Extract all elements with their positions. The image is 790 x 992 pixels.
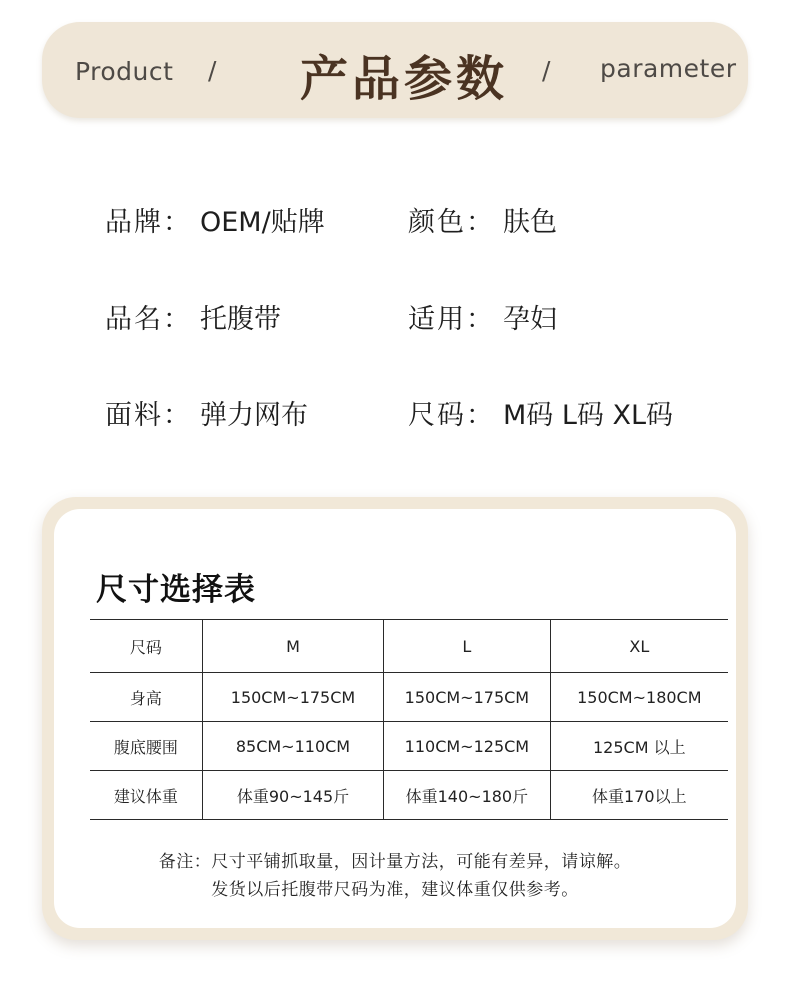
param-color-value: 肤色: [503, 207, 557, 238]
table-cell: L: [384, 620, 550, 673]
param-product-name: [105, 297, 281, 336]
size-note-line-1: 备注：尺寸平铺抓取量，因计量方法，可能有差异，请谅解。: [158, 852, 632, 872]
header-slash-left: /: [208, 56, 217, 85]
table-row: [90, 771, 728, 820]
table-cell: 身高: [90, 673, 202, 722]
size-chart-card: [42, 497, 748, 940]
header-banner: [42, 22, 748, 118]
table-cell: 体重90~145斤: [202, 771, 383, 820]
table-cell: XL: [550, 620, 728, 673]
table-cell: 85CM~110CM: [202, 722, 383, 771]
param-color-label: 颜色：: [408, 207, 495, 238]
table-cell: 150CM~175CM: [202, 673, 383, 722]
param-brand-value: OEM/贴牌: [200, 207, 325, 238]
param-product-name-label: 品名：: [105, 304, 192, 335]
size-note-line-2: 发货以后托腹带尺码为准，建议体重仅供参考。: [211, 880, 579, 900]
param-suitable-label: 适用：: [408, 304, 495, 335]
param-product-name-value: 托腹带: [200, 304, 281, 335]
table-cell: 110CM~125CM: [384, 722, 550, 771]
param-size: [408, 393, 673, 432]
table-row: [90, 673, 728, 722]
param-brand-label: 品牌：: [105, 207, 192, 238]
header-english-right: parameter: [600, 54, 737, 83]
param-fabric-label: 面料：: [105, 400, 192, 431]
param-size-value: M码 L码 XL码: [503, 400, 674, 431]
param-fabric: [105, 393, 308, 432]
table-cell: 125CM 以上: [550, 722, 728, 771]
param-suitable: [408, 297, 557, 336]
param-suitable-value: 孕妇: [503, 304, 557, 335]
param-color: [408, 200, 557, 239]
table-cell: 体重170以上: [550, 771, 728, 820]
table-cell: M: [202, 620, 383, 673]
table-row: [90, 722, 728, 771]
table-cell: 建议体重: [90, 771, 202, 820]
header-english-left: Product: [75, 57, 174, 86]
table-row-header: [90, 620, 728, 673]
table-cell: 150CM~175CM: [384, 673, 550, 722]
size-table: [90, 619, 728, 820]
param-fabric-value: 弹力网布: [200, 400, 308, 431]
header-slash-right: /: [542, 56, 551, 85]
size-chart-title: 尺寸选择表: [96, 572, 256, 608]
param-brand: [105, 200, 325, 239]
param-size-label: 尺码：: [408, 400, 495, 431]
table-cell: 150CM~180CM: [550, 673, 728, 722]
table-cell: 腹底腰围: [90, 722, 202, 771]
page-title: 产品参数: [300, 51, 509, 107]
size-chart-panel: [54, 509, 736, 928]
table-cell: 尺码: [90, 620, 202, 673]
table-cell: 体重140~180斤: [384, 771, 550, 820]
